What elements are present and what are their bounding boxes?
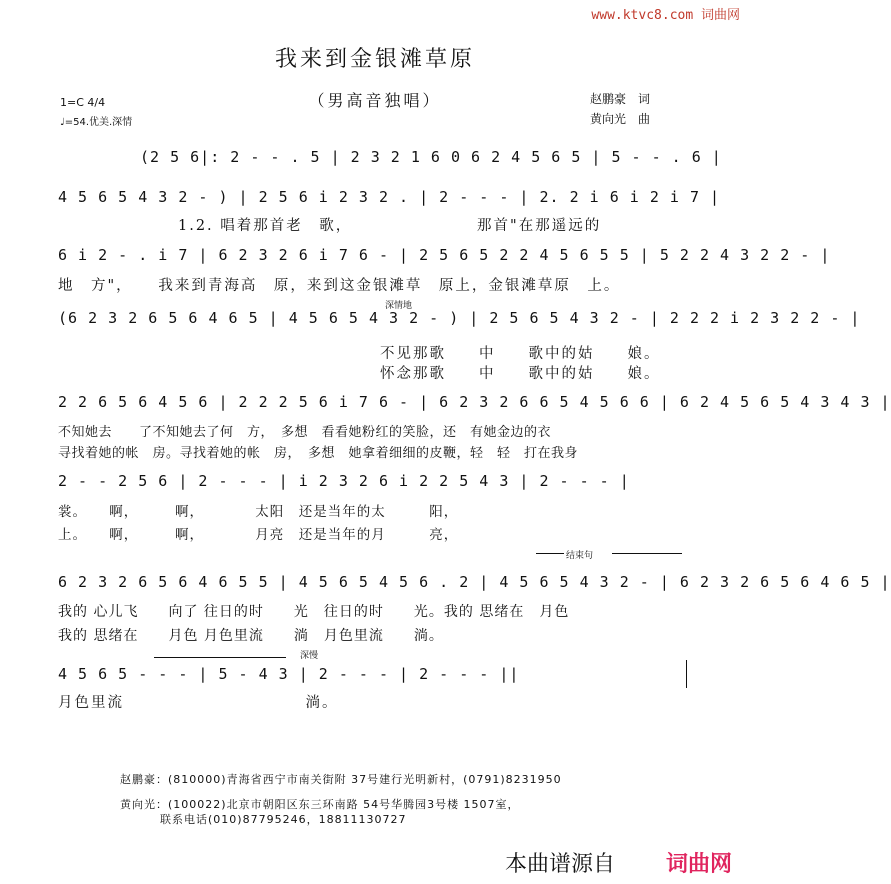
expression-mark: 深情地 <box>385 301 413 311</box>
lyrics-line: 我的 思绪在 月色 月色里流 淌 月色里流 淌。 <box>58 628 444 644</box>
expression-mark: 深慢 <box>300 651 319 661</box>
site-logo-watermark: 词曲网 <box>665 852 732 877</box>
lyrics-line: 不见那歌 中 歌中的姑 娘。 <box>380 346 661 362</box>
score-notes-row: (6 2 3 2 6 5 6 4 6 5 | 4 5 6 5 4 3 2 - ) | 2 5 6 5 4 3 2 - | 2 2 2 i 2 3 2 2 - | <box>58 309 861 327</box>
score-notes-row: 2 - - 2 5 6 | 2 - - - | i 2 3 2 6 i 2 2 5 4 3 | 2 - - - | <box>58 472 630 490</box>
score-notes-row: 4 5 6 5 - - - | 5 - 4 3 | 2 - - - | 2 - - - || <box>58 665 520 683</box>
score-notes-row: (2 5 6|: 2 - - . 5 | 2 3 2 1 6 0 6 2 4 5 6 5 | 5 - - . 6 | <box>140 148 722 166</box>
tempo-marking: ♩=54.优美.深情 <box>60 117 133 128</box>
watermark-top: www.ktvc8.com 词曲网 <box>591 8 740 23</box>
lyrics-line: 裳。 啊， 啊， 太阳 还是当年的太 阳， <box>58 504 459 520</box>
score-notes-row: 4 5 6 5 4 3 2 - ) | 2 5 6 i 2 3 2 . | 2 - - - | 2. 2 i 6 i 2 i 7 | <box>58 188 721 206</box>
score-notes-row: 6 2 3 2 6 5 6 4 6 5 5 | 4 5 6 5 4 5 6 . 2 | 4 5 6 5 4 3 2 - | 6 2 3 2 6 5 6 4 6 5 | <box>58 573 891 591</box>
lyrics-line: 怀念那歌 中 歌中的姑 娘。 <box>380 366 661 382</box>
lyrics-line: 月色里流 淌。 <box>58 695 339 711</box>
contact-composer: 黄向光：(100022)北京市朝阳区东三环南路 54号华腾园3号楼 1507室， <box>120 798 520 811</box>
key-signature: 1=C 4/4 <box>60 96 106 109</box>
ending-bracket <box>612 553 682 554</box>
source-watermark: 本曲谱源自 <box>504 852 615 877</box>
final-barline <box>686 660 687 688</box>
ending-bracket <box>536 553 564 554</box>
lyrics-line: 不知她去 了不知她去了何 方， 多想 看看她粉红的笑脸，还 有她金边的衣 <box>58 425 552 440</box>
contact-phone: 联系电话(010)87795246，18811130727 <box>160 813 407 826</box>
tie-slur <box>154 657 286 658</box>
lyrics-line: 地 方"， 我来到青海高 原，来到这金银滩草 原上，金银滩草原 上。 <box>58 278 621 294</box>
contact-lyricist: 赵鹏豪：(810000)青海省西宁市南关街附 37号建行光明新村，(0791)8231950 <box>120 773 562 786</box>
score-notes-row: 2 2 6 5 6 4 5 6 | 2 2 2 5 6 i 7 6 - | 6 2 3 2 6 6 5 4 5 6 6 | 6 2 4 5 6 5 4 3 4 3 | <box>58 393 891 411</box>
song-subtitle: （男高音独唱） <box>308 91 442 110</box>
lyrics-line: 寻找着她的帐 房。寻找着她的帐 房， 多想 她拿着细细的皮鞭，轻 轻 打在我身 <box>58 446 579 461</box>
composer-credit: 黄向光 曲 <box>590 112 651 126</box>
expression-mark: 结束句 <box>566 551 594 561</box>
song-title: 我来到金银滩草原 <box>274 47 475 72</box>
lyricist-credit: 赵鹏豪 词 <box>590 92 651 106</box>
lyrics-line: 我的 心儿飞 向了 往日的时 光 往日的时 光。我的 思绪在 月色 <box>58 604 570 620</box>
score-notes-row: 6 i 2 - . i 7 | 6 2 3 2 6 i 7 6 - | 2 5 6 5 2 2 4 5 6 5 5 | 5 2 2 4 3 2 2 - | <box>58 246 831 264</box>
lyrics-line: 上。 啊， 啊， 月亮 还是当年的月 亮， <box>58 527 459 543</box>
lyrics-line: 1.2. 唱着那首老 歌， 那首"在那遥远的 <box>178 218 602 234</box>
